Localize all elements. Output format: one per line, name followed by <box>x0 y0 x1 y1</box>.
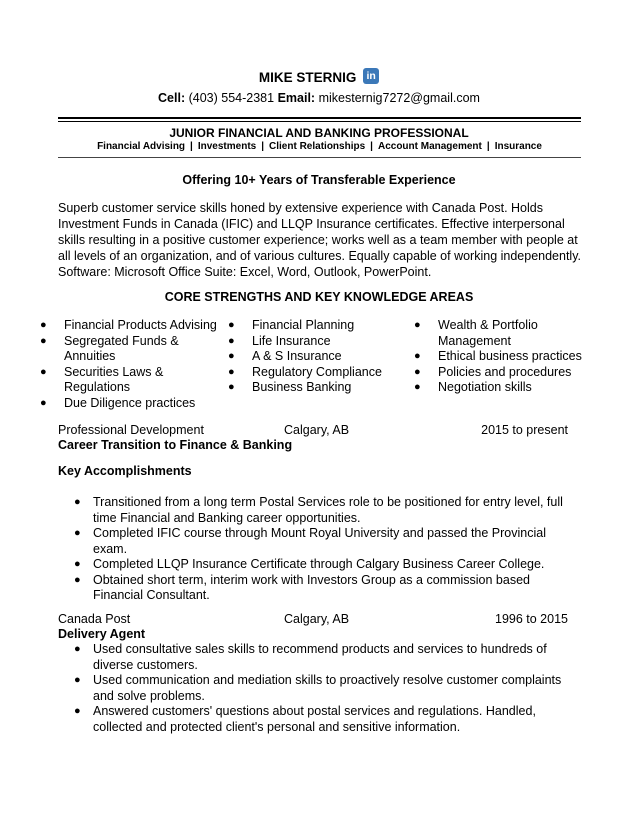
bullet-icon: ● <box>40 365 47 378</box>
job-dates: 1996 to 2015 <box>495 612 568 626</box>
tag-item: Account Management <box>377 141 482 152</box>
item-text: Used consultative sales skills to recommend products and services to hundreds of <box>93 642 547 656</box>
item-text: Financial Consultant. <box>93 588 210 602</box>
tag-separator: | <box>486 141 490 152</box>
item-text: Used communication and mediation skills to proactively resolve customer complaints <box>93 673 562 687</box>
item-text: Completed LLQP Insurance Certificate through Calgary Business Career College. <box>93 557 545 571</box>
item-text: diverse customers. <box>93 657 198 672</box>
tags-rule <box>58 157 581 158</box>
skill-text: Ethical business practices <box>438 349 582 363</box>
skill-item <box>410 380 600 396</box>
job-2-header <box>58 612 568 626</box>
list-item <box>58 704 578 735</box>
bullet-icon: ● <box>40 334 47 347</box>
bullet-icon: ● <box>74 573 81 586</box>
skill-item <box>224 365 404 381</box>
summary-line: all levels of an organization, and of various cultures. Equally capable of working independently. <box>58 249 582 263</box>
summary-line: Investment Funds in Canada (IFIC) and LLQP Insurance certificates. Effective interpersonal <box>58 217 565 231</box>
summary-line: Software: Microsoft Office Suite: Excel, Word, Outlook, PowerPoint. <box>58 265 432 279</box>
tag-separator: | <box>370 141 373 152</box>
skill-item <box>410 349 600 365</box>
key-accomplishments-heading: Key Accomplishments <box>58 464 192 478</box>
skill-text: Due Diligence practices <box>64 395 196 410</box>
summary-title: Offering 10+ Years of Transferable Experience <box>182 173 456 187</box>
tag-separator: | <box>190 141 193 152</box>
tag-item: Insurance <box>494 141 542 152</box>
skill-item <box>224 349 404 365</box>
bullet-icon: ● <box>228 319 235 331</box>
bullet-icon: ● <box>228 334 235 347</box>
item-text: and solve problems. <box>93 688 205 703</box>
bullet-icon: ● <box>228 381 235 393</box>
skill-text: Segregated Funds & <box>64 333 179 348</box>
skill-text: Securities Laws & <box>64 364 164 379</box>
bullet-icon: ● <box>414 319 421 331</box>
bullet-icon: ● <box>74 643 81 655</box>
bullet-icon: ● <box>74 674 81 686</box>
skill-text: Regulations <box>64 380 131 394</box>
header-rule-thick <box>58 117 581 119</box>
item-text: Completed IFIC course through Mount Royal University and passed the Provincial <box>93 526 546 540</box>
email-value[interactable]: mikesternig7272@gmail.com <box>318 91 480 105</box>
item-text: Transitioned from a long term Postal Services role to be positioned for entry level, full <box>93 495 563 509</box>
tag-item: Financial Advising <box>97 141 186 152</box>
skill-text: Life Insurance <box>252 333 331 348</box>
list-item <box>58 526 578 557</box>
skills-column-2 <box>224 318 404 396</box>
job-org: Professional Development <box>58 423 204 437</box>
list-item <box>58 495 578 526</box>
skill-text: A & S Insurance <box>252 349 342 363</box>
bullet-icon: ● <box>40 396 47 409</box>
skill-text: Negotiation skills <box>438 380 532 394</box>
bullet-icon: ● <box>74 527 81 539</box>
bullet-icon: ● <box>414 365 421 378</box>
bullet-icon: ● <box>74 705 81 717</box>
bullet-icon: ● <box>74 496 81 508</box>
item-text: Obtained short term, interim work with Investors Group as a commission based <box>93 572 530 587</box>
job-1-accomplishments <box>58 495 578 604</box>
skill-item <box>36 396 226 412</box>
name-heading <box>0 68 638 85</box>
skill-text: Business Banking <box>252 380 352 394</box>
summary-paragraph <box>58 200 584 280</box>
job-location: Calgary, AB <box>284 612 350 626</box>
skills-column-1 <box>36 318 226 411</box>
summary-line: Superb customer service skills honed by extensive experience with Canada Post. Holds <box>58 201 543 215</box>
core-strengths-title: CORE STRENGTHS AND KEY KNOWLEDGE AREAS <box>164 290 474 304</box>
skill-item <box>36 318 226 334</box>
list-item <box>58 642 578 673</box>
item-text: collected and protected client's personal and sensitive information. <box>93 719 461 734</box>
bullet-icon: ● <box>74 558 81 570</box>
bullet-icon: ● <box>414 381 421 393</box>
summary-line: skills resulting in a positive customer experience; works well as a team member with people at <box>58 233 578 247</box>
contact-line <box>0 91 638 105</box>
headline: JUNIOR FINANCIAL AND BANKING PROFESSIONAL <box>169 126 469 140</box>
tag-item: Client Relationships <box>269 141 366 152</box>
skill-text: Policies and procedures <box>438 364 572 379</box>
job-title: Career Transition to Finance & Banking <box>58 438 293 452</box>
specialty-tags <box>58 141 581 152</box>
bullet-icon: ● <box>228 365 235 378</box>
list-item <box>58 557 578 573</box>
item-text: Answered customers' questions about postal services and regulations. Handled, <box>93 704 536 718</box>
skills-column-3 <box>410 318 600 396</box>
email-label: Email: <box>277 91 316 105</box>
job-dates: 2015 to present <box>481 423 568 437</box>
tag-item: Investments <box>197 141 257 152</box>
skill-item <box>36 334 226 365</box>
tag-separator: | <box>261 141 265 152</box>
bullet-icon: ● <box>40 319 47 331</box>
cell-value: (403) 554-2381 <box>188 91 275 105</box>
job-2-duties <box>58 642 578 735</box>
skill-item <box>36 365 226 396</box>
header-rule-thin <box>58 121 581 122</box>
skill-text: Financial Planning <box>252 318 355 332</box>
candidate-name: MIKE STERNIG <box>258 70 357 85</box>
item-text: time Financial and Banking career opportunities. <box>93 510 361 525</box>
skill-item <box>224 318 404 334</box>
skill-item <box>224 380 404 396</box>
list-item <box>58 573 578 604</box>
skill-item <box>224 334 404 350</box>
skill-text: Annuities <box>64 349 116 363</box>
bullet-icon: ● <box>414 350 421 362</box>
job-title: Delivery Agent <box>58 627 146 641</box>
cell-label: Cell: <box>158 91 186 105</box>
job-1-header <box>58 423 568 437</box>
skill-text: Management <box>438 333 511 348</box>
bullet-icon: ● <box>228 350 235 362</box>
job-location: Calgary, AB <box>284 423 350 437</box>
linkedin-icon[interactable]: in <box>363 68 379 84</box>
job-org: Canada Post <box>58 612 131 626</box>
list-item <box>58 673 578 704</box>
skill-text: Financial Products Advising <box>64 318 217 332</box>
skill-item <box>410 318 600 349</box>
item-text: exam. <box>93 541 128 556</box>
skill-text: Wealth & Portfolio <box>438 318 538 332</box>
skill-text: Regulatory Compliance <box>252 364 382 379</box>
skill-item <box>410 365 600 381</box>
